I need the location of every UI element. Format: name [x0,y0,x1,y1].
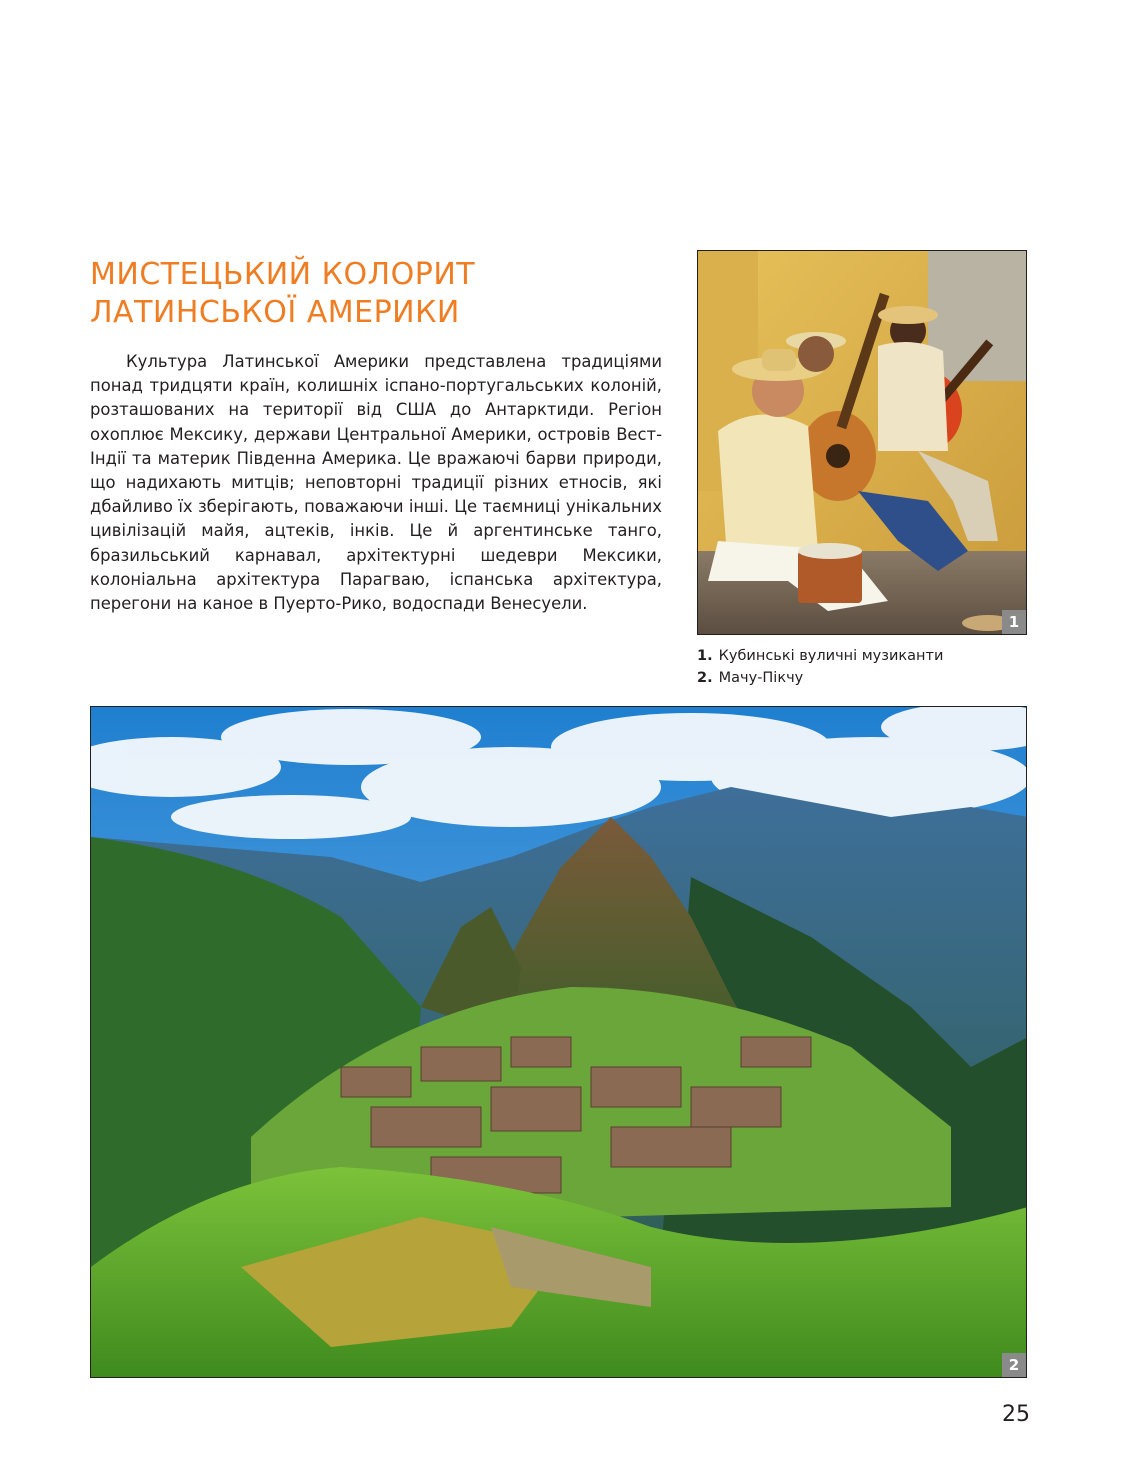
photo-street-musicians [697,250,1027,635]
caption-text: Кубинські вуличні музиканти [718,648,944,664]
caption-item [697,645,943,667]
section-title [90,256,475,332]
body-paragraph: Культура Латинської Америки представлена традиціями понад тридцяти країн, колишніх іспано-португальських колоній, розташованих на території від США до Антарктиди. Регіон охоплює Мексику, держави Центральної Америки, островів Вест-Індії та материк Південна Америка. Це вражаючі барви природи, що надихають митців; неповторні традиції різних етносів, які дбайливо їх зберігають, поважаючи інші. Це таємниці унікальних цивілізацій майя, ацтеків, інків. Це й аргентинське танго, бразильський карнавал, архітектурні шедеври Мексики, колоніальна архітектура Парагваю, іспанська архітектура, перегони на каное в Пуерто-Рико, водоспади Венесуели. [90,352,662,614]
figure-badge-1: 1 [1002,610,1026,634]
caption-number: 1. [697,648,713,664]
machu-picchu-illustration [91,707,1027,1378]
page-number: 25 [1002,1402,1030,1427]
caption-number: 2. [697,670,713,686]
section-title-line-1: МИСТЕЦЬКИЙ КОЛОРИТ [90,257,476,292]
figure-badge-2: 2 [1002,1353,1026,1377]
caption-item [697,667,943,689]
figure-captions [697,645,943,689]
caption-text: Мачу-Пікчу [718,670,804,686]
photo-machu-picchu [90,706,1027,1378]
street-musicians-illustration [698,251,1027,635]
section-title-line-2: ЛАТИНСЬКОЇ АМЕРИКИ [90,295,460,330]
